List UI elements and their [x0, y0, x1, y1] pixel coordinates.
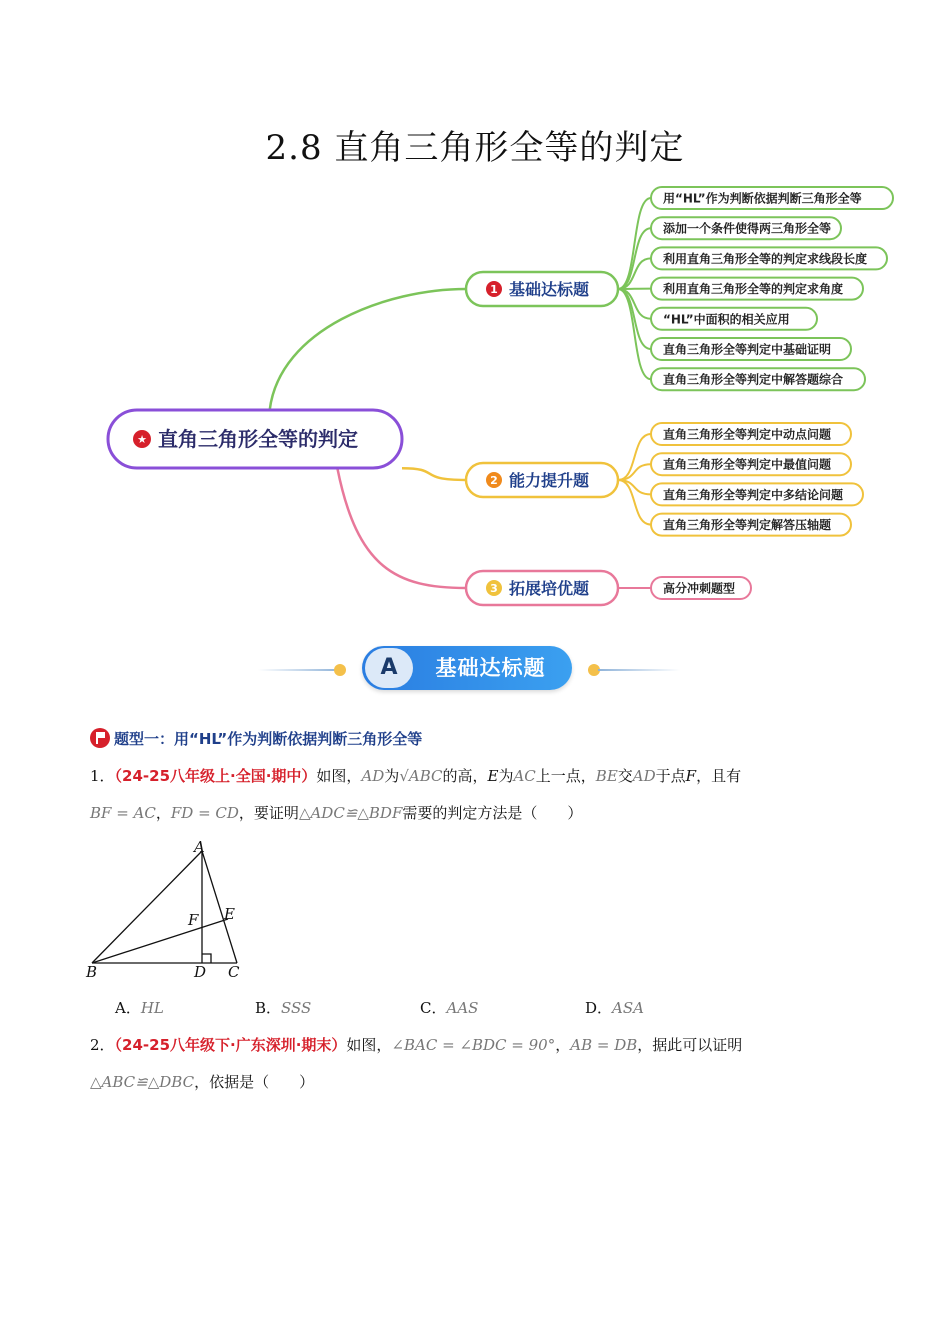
question-2-line-1	[90, 1034, 742, 1056]
option-c[interactable]	[420, 997, 478, 1019]
branch-badge-number-1: 1	[490, 283, 498, 296]
question-2-number: 2．	[90, 1036, 115, 1054]
page-title: 2.8 直角三角形全等的判定	[265, 128, 685, 168]
topic-label-2-4: 直角三角形全等判定解答压轴题	[663, 518, 832, 533]
q2-math-1: ∠BAC = ∠BDC = 90°	[391, 1036, 556, 1054]
topic-label-1-1: 用“HL”作为判断依据判断三角形全等	[663, 191, 862, 206]
topic-label-1-5: “HL”中面积的相关应用	[663, 312, 790, 327]
question-1-number: 1．	[90, 767, 115, 785]
option-a-value: HL	[140, 999, 164, 1017]
branch-label-1: 基础达标题	[509, 280, 590, 299]
branch-label-3: 拓展培优题	[509, 579, 590, 598]
option-d[interactable]	[585, 997, 644, 1019]
topic-label-3-1: 高分冲刺题型	[663, 581, 736, 596]
q1-text-8: ，且有	[696, 767, 742, 785]
q1-text-3: 的高，	[442, 767, 488, 785]
connector-root-branch-1	[270, 289, 466, 410]
section-heading-text: 题型一：用“HL”作为判断依据判断三角形全等	[114, 730, 423, 748]
q1-point-f: F	[685, 767, 697, 785]
label-e: E	[224, 905, 235, 923]
q1-math-3: AC	[513, 767, 536, 785]
option-b-value: SSS	[281, 999, 312, 1017]
topic-label-1-7: 直角三角形全等判定中解答题综合	[663, 372, 844, 387]
flag-icon	[90, 728, 110, 748]
segment-be	[92, 919, 228, 963]
connector-root-branch-3	[337, 468, 466, 588]
q2-text-2: ，	[555, 1036, 571, 1054]
label-a: A	[194, 838, 205, 856]
question-1-source: （24-25八年级上·全国·期中）	[114, 767, 317, 785]
connector-branch-1-item-5	[618, 289, 651, 319]
banner-text: 基础达标题	[435, 656, 546, 680]
connector-branch-2-item-2	[618, 464, 651, 480]
branch-label-2: 能力提升题	[509, 471, 590, 490]
q1-math-5: AD	[632, 767, 656, 785]
banner-left-line	[258, 669, 340, 671]
question-2-source: （24-25八年级下·广东深圳·期末）	[114, 1036, 347, 1054]
q1-text-4: 为	[498, 767, 514, 785]
right-angle-mark	[202, 954, 211, 963]
q1-text-10: ，要证明	[238, 804, 299, 822]
option-b-letter: B．	[255, 999, 282, 1017]
banner-left-dot	[334, 664, 346, 676]
topic-label-1-6: 直角三角形全等判定中基础证明	[663, 342, 832, 357]
option-c-letter: C．	[420, 999, 447, 1017]
q1-math-1: AD	[361, 767, 385, 785]
mind-map	[0, 0, 950, 630]
topic-label-1-4: 利用直角三角形全等的判定求角度	[663, 282, 844, 297]
topic-label-1-2: 添加一个条件使得两三角形全等	[663, 221, 832, 236]
topic-label-2-1: 直角三角形全等判定中动点问题	[663, 427, 832, 442]
q2-text-4: ，依据是（ ）	[194, 1073, 315, 1091]
q1-text-2: 为	[384, 767, 400, 785]
connector-root-branch-2	[402, 468, 466, 480]
q1-math-4: BE	[595, 767, 618, 785]
option-d-value: ASA	[612, 999, 644, 1017]
q2-text-1: 如图，	[346, 1036, 392, 1054]
label-b: B	[86, 963, 98, 981]
segment-ab	[92, 851, 202, 963]
label-d: D	[194, 963, 207, 981]
q1-point-e: E	[487, 767, 499, 785]
q1-text-5: 上一点，	[535, 767, 596, 785]
section-heading	[90, 727, 422, 751]
q1-math-7: FD = CD	[170, 804, 239, 822]
question-1-line-1	[90, 765, 741, 787]
q1-math-6: BF = AC	[90, 804, 156, 822]
option-a[interactable]	[115, 997, 164, 1019]
q1-math-2: √ABC	[399, 767, 443, 785]
star-glyph-icon: ★	[137, 433, 147, 446]
option-c-value: AAS	[446, 999, 479, 1017]
question-2-line-2	[90, 1071, 314, 1093]
option-a-letter: A．	[115, 999, 141, 1017]
question-1-line-2	[90, 802, 582, 824]
branch-badge-number-3: 3	[490, 582, 498, 595]
branch-badge-number-2: 2	[490, 474, 498, 487]
q2-math-2: AB = DB	[570, 1036, 638, 1054]
q1-text-1: 如图，	[316, 767, 362, 785]
topic-label-1-3: 利用直角三角形全等的判定求线段长度	[663, 251, 868, 266]
q1-text-11: 需要的判定方法是（ ）	[402, 804, 583, 822]
option-d-letter: D．	[585, 999, 613, 1017]
topic-label-2-3: 直角三角形全等判定中多结论问题	[663, 487, 844, 502]
banner-letter: A	[365, 648, 413, 688]
q1-text-9: ，	[155, 804, 171, 822]
q2-text-3: ，据此可以证明	[637, 1036, 743, 1054]
q1-math-8: △ADC≌△BDF	[298, 804, 403, 822]
q1-text-6: 交	[617, 767, 633, 785]
q1-text-7: 于点	[655, 767, 686, 785]
label-c: C	[228, 963, 240, 981]
topic-label-2-2: 直角三角形全等判定中最值问题	[663, 457, 832, 472]
root-label: 直角三角形全等的判定	[158, 427, 358, 451]
label-f: F	[188, 911, 199, 929]
q2-math-3: △ABC≌△DBC	[90, 1073, 195, 1091]
triangle-figure	[80, 836, 260, 986]
option-b[interactable]	[255, 997, 311, 1019]
banner-right-line	[598, 669, 680, 671]
